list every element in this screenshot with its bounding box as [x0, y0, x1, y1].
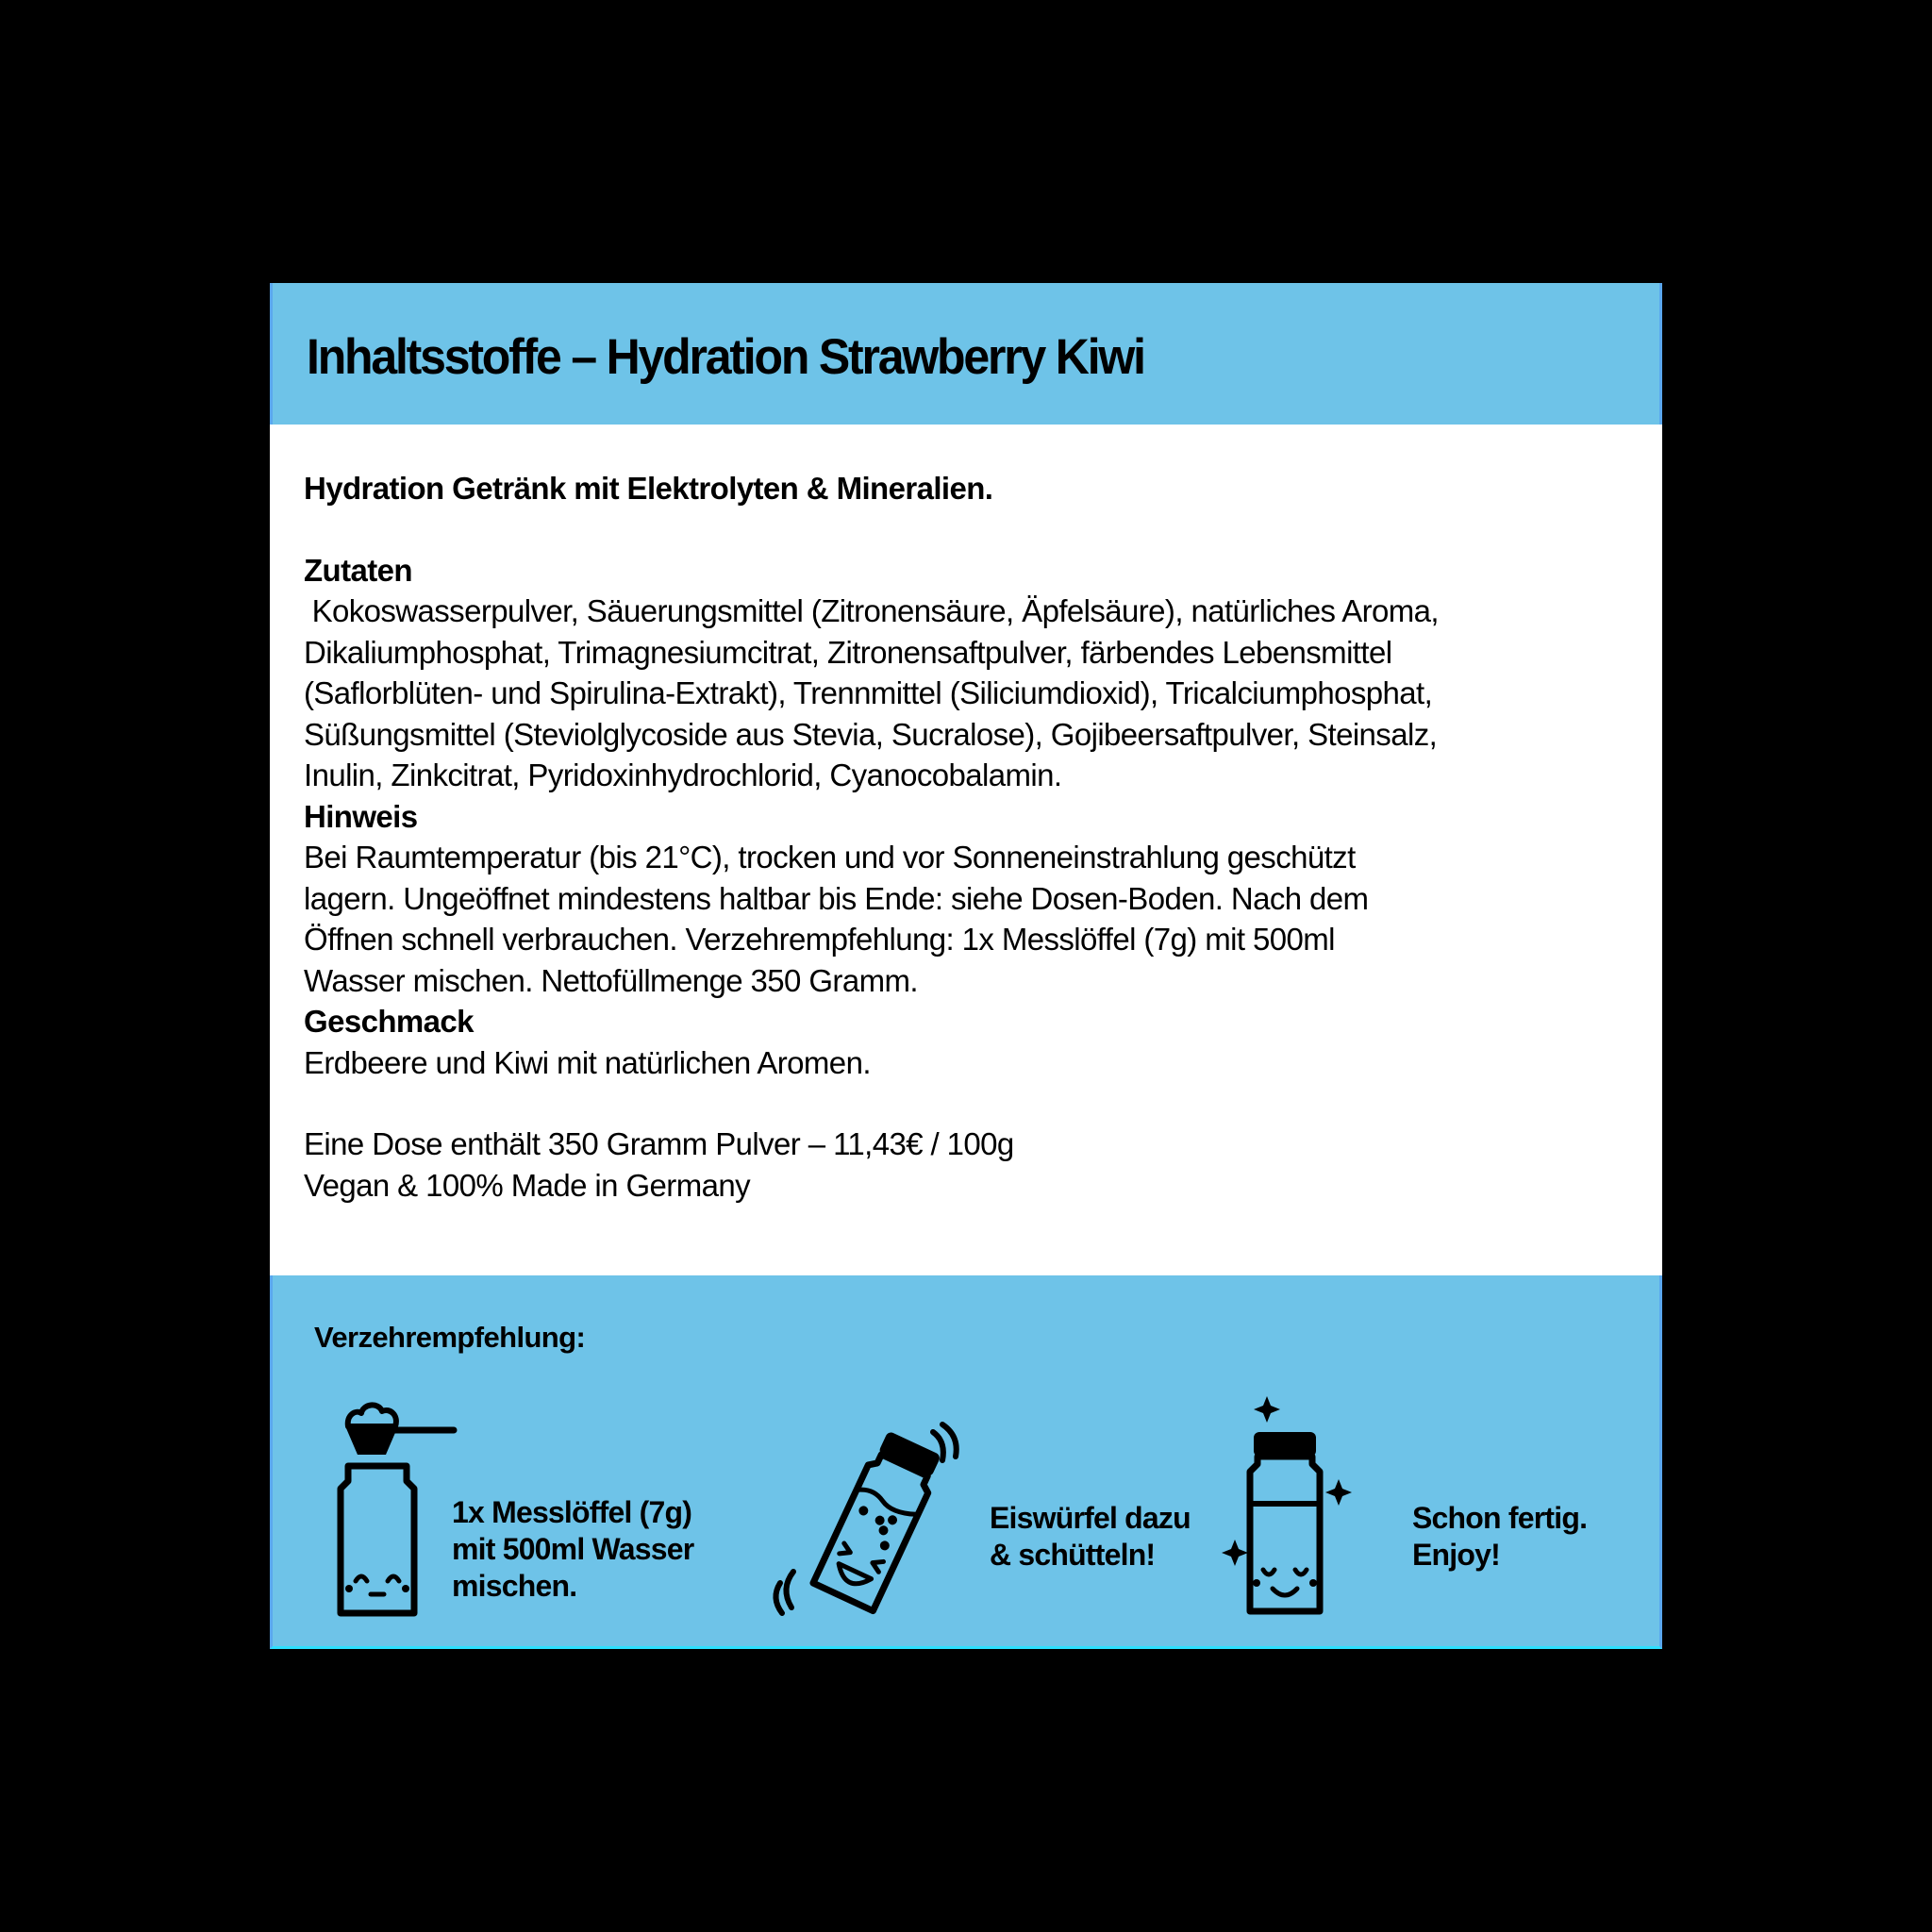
- origin-info: Vegan & 100% Made in Germany: [304, 1167, 750, 1203]
- page-title: Inhaltsstoffe – Hydration Strawberry Kiwi: [307, 328, 1144, 385]
- sparkling-bottle-icon: [1216, 1396, 1405, 1623]
- step-2-text: [990, 1500, 1191, 1574]
- notice-line: Bei Raumtemperatur (bis 21°C), trocken und vor Sonneneinstrahlung geschützt: [304, 840, 1356, 874]
- step-3-line: Schon fertig.: [1412, 1501, 1588, 1535]
- step-1-text: [452, 1494, 693, 1605]
- step-1-line: 1x Messlöffel (7g): [452, 1495, 692, 1529]
- ingredients-line: Kokoswasserpulver, Säuerungsmittel (Zitronensäure, Äpfelsäure), natürliches Aroma,: [304, 593, 1439, 628]
- scoop-and-bottle-icon: [329, 1396, 461, 1623]
- usage-step-2: [763, 1396, 1216, 1623]
- section-heading-geschmack: Geschmack: [304, 1004, 474, 1039]
- usage-recommendation-band: [270, 1275, 1662, 1649]
- step-3-line: Enjoy!: [1412, 1538, 1500, 1572]
- step-2-line: & schütteln!: [990, 1538, 1156, 1572]
- ingredients-line: Inulin, Zinkcitrat, Pyridoxinhydrochlorid, Cyanocobalamin.: [304, 758, 1062, 792]
- usage-step-1: [329, 1396, 763, 1623]
- usage-step-3: [1216, 1396, 1659, 1623]
- ingredients-line: Süßungsmittel (Steviolglycoside aus Stevia, Sucralose), Gojibeersaftpulver, Steinsalz,: [304, 716, 1438, 752]
- step-1-line: mit 500ml Wasser: [452, 1532, 694, 1566]
- section-heading-zutaten: Zutaten: [304, 552, 412, 588]
- step-1-line: mischen.: [452, 1569, 577, 1603]
- shaking-bottle-icon: [763, 1415, 980, 1632]
- notice-line: Öffnen schnell verbrauchen. Verzehrempfehlung: 1x Messlöffel (7g) mit 500ml: [304, 922, 1335, 957]
- notice-line: lagern. Ungeöffnet mindestens haltbar bis Ende: siehe Dosen-Boden. Nach dem: [304, 880, 1369, 916]
- ingredients-line: (Saflorblüten- und Spirulina-Extrakt), Trennmittel (Siliciumdioxid), Tricalciumphosphat,: [304, 675, 1433, 710]
- ingredients-line: Dikaliumphosphat, Trimagnesiumcitrat, Zitronensaftpulver, färbendes Lebensmittel: [304, 634, 1392, 670]
- section-heading-hinweis: Hinweis: [304, 798, 418, 834]
- product-description: Hydration Getränk mit Elektrolyten & Mineralien.: [304, 471, 993, 506]
- ingredients-body: [304, 468, 1643, 1206]
- usage-title: Verzehrempfehlung:: [314, 1321, 586, 1354]
- step-2-line: Eiswürfel dazu: [990, 1501, 1191, 1535]
- spacer: [304, 1083, 1643, 1124]
- ingredients-card: [270, 283, 1662, 1649]
- flavor-line: Erdbeere und Kiwi mit natürlichen Aromen.: [304, 1044, 871, 1080]
- price-info: Eine Dose enthält 350 Gramm Pulver – 11,43€ / 100g: [304, 1126, 1014, 1161]
- header-band: [270, 283, 1662, 425]
- step-3-text: [1412, 1500, 1587, 1574]
- notice-line: Wasser mischen. Nettofüllmenge 350 Gramm.: [304, 962, 918, 998]
